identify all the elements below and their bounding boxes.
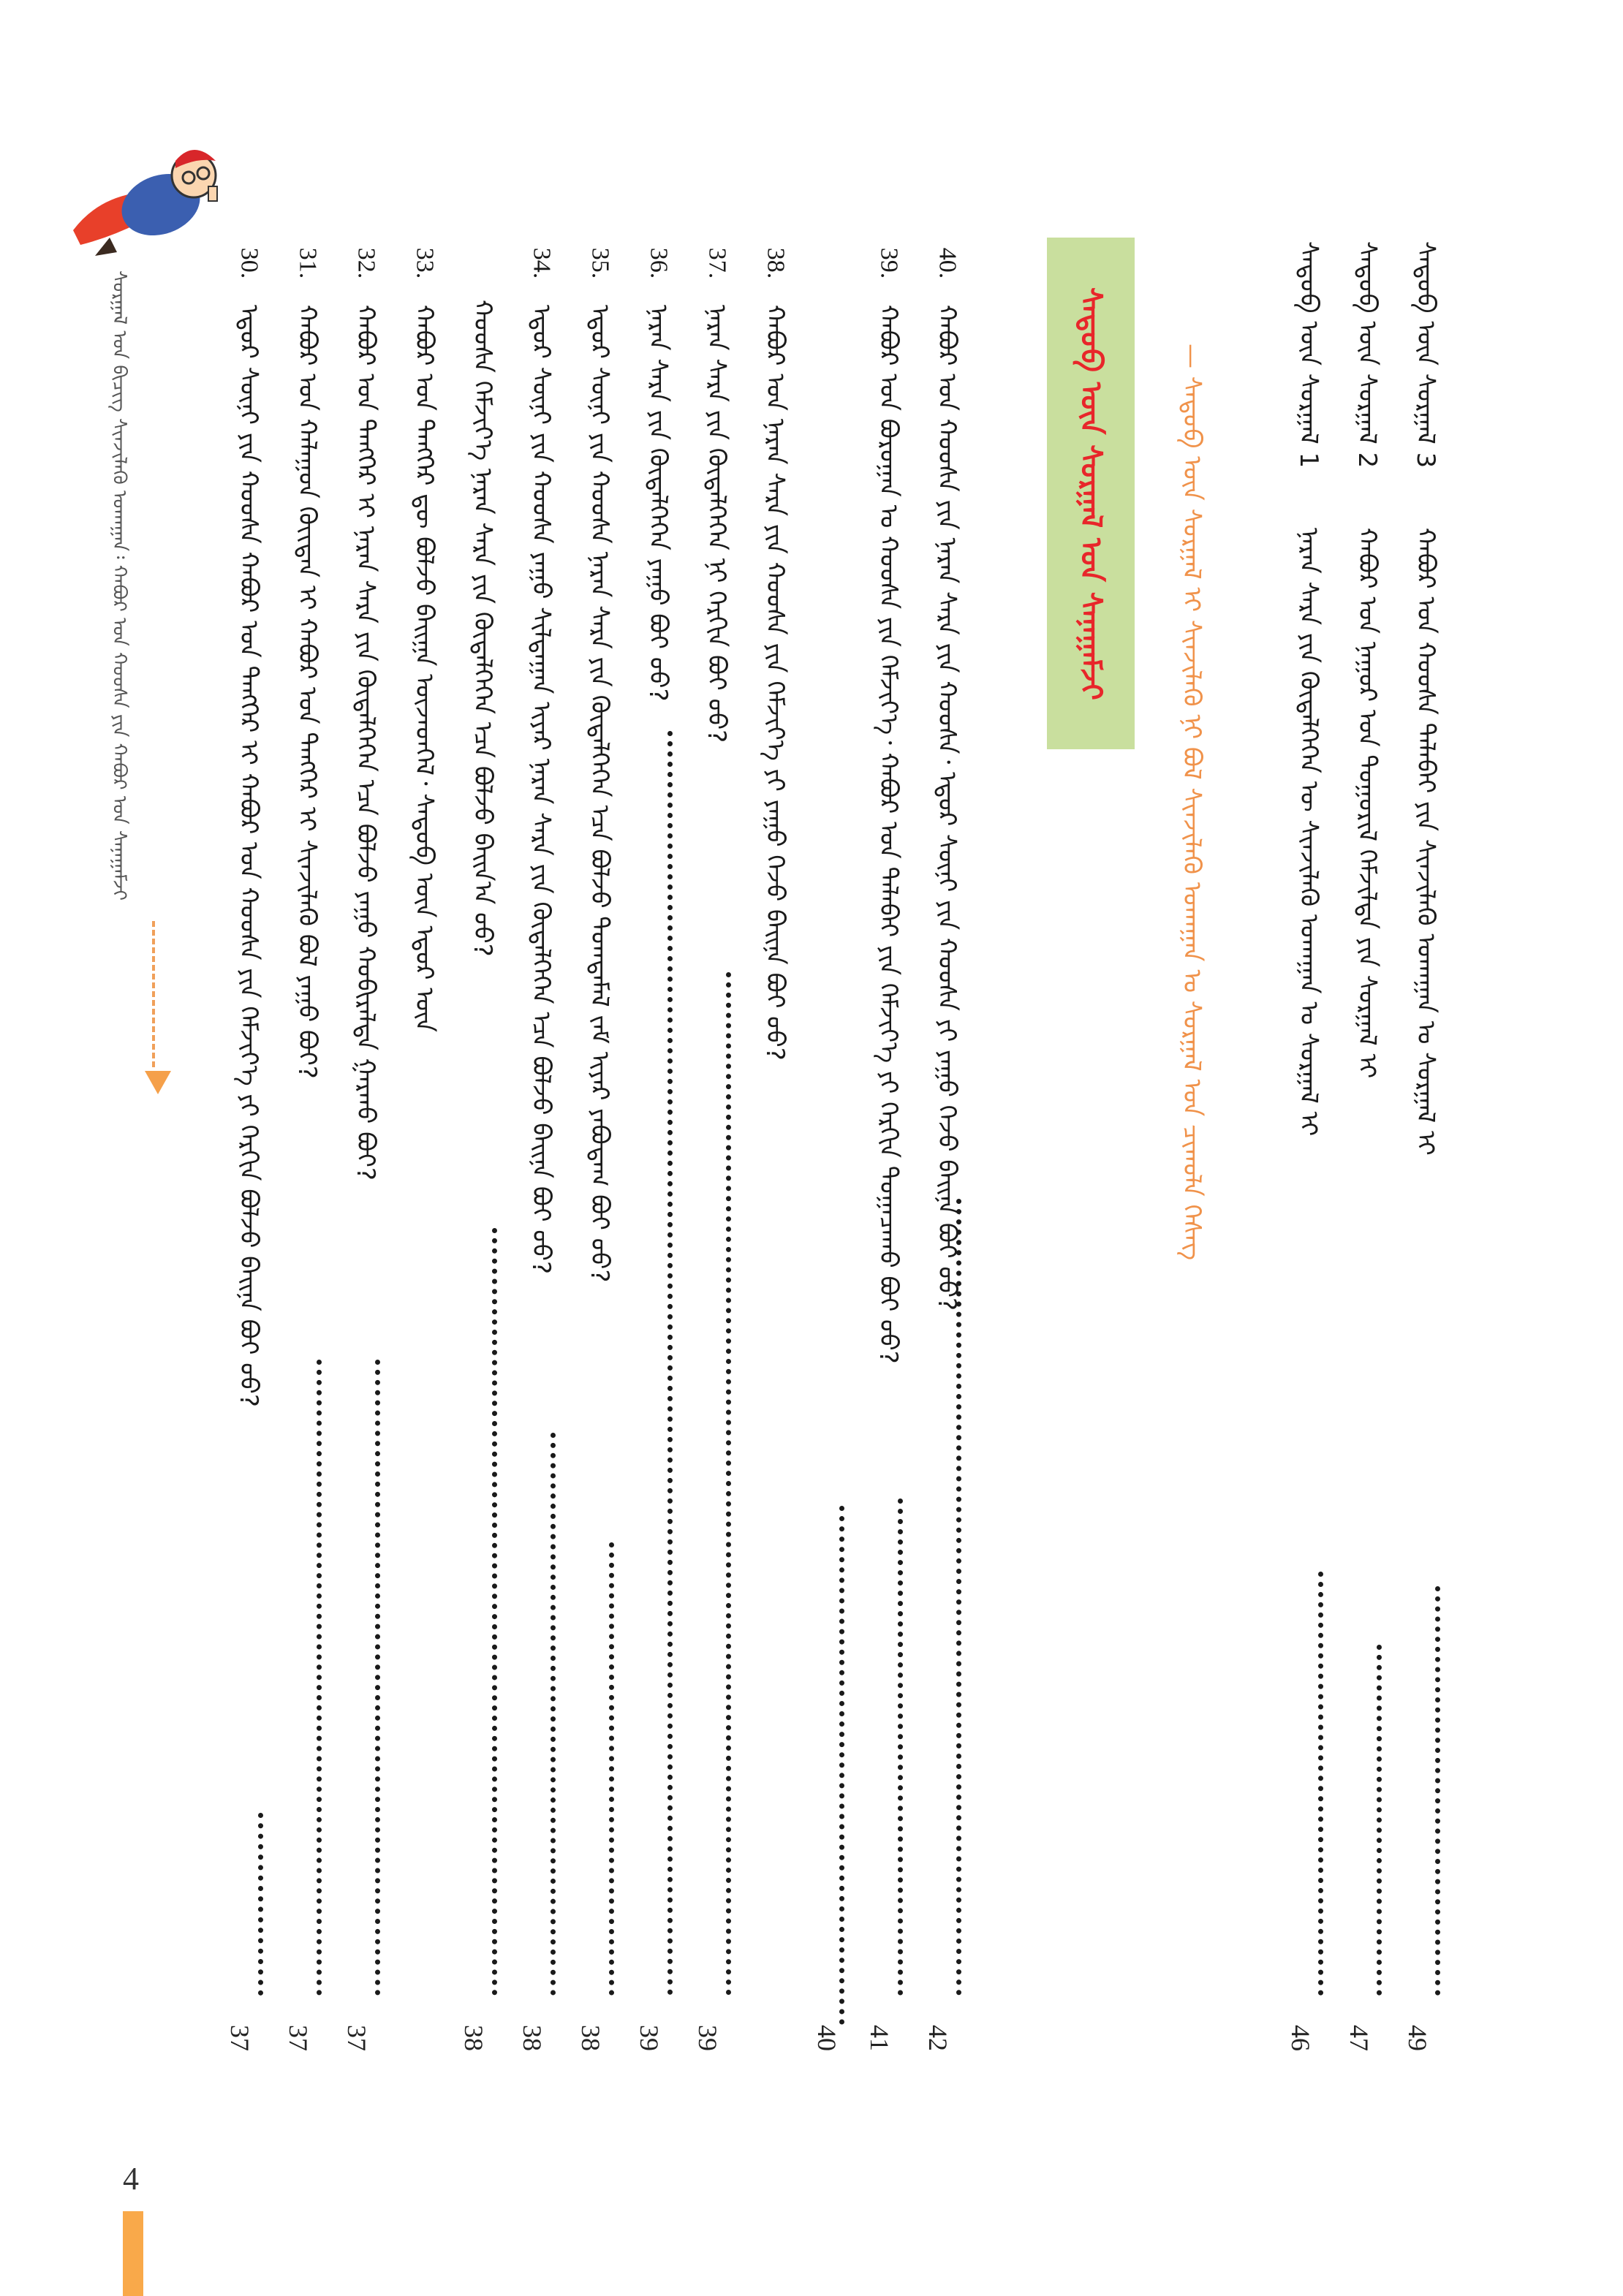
page-ref: 46: [1286, 2025, 1315, 2051]
question-number: 38.: [762, 247, 789, 279]
question-30: [227, 241, 270, 1407]
dot-leader: [1435, 1586, 1440, 1996]
page-ref: 49: [1403, 2025, 1432, 2051]
question-32: [344, 241, 387, 1181]
dot-leader: [1377, 1645, 1382, 1996]
top-entry-label: ᠰᠡᠳᠦᠪ ᠦᠨ ᠰᠤᠷᠭᠠᠯ 1: [1294, 241, 1323, 469]
question-39: [866, 241, 910, 1364]
dot-leader: [1318, 1572, 1323, 1996]
page-ref: 39: [693, 2025, 722, 2051]
page-ref: 38: [518, 2025, 547, 2051]
page-ref: 41: [865, 2025, 894, 2051]
top-entry-3: [1287, 241, 1331, 1136]
page-ref: 38: [576, 2025, 605, 2051]
dot-leader: [375, 1360, 380, 1996]
arrow-down-icon: [145, 1071, 171, 1094]
question-33: [402, 241, 446, 1032]
question-text: ᠡᠳᠦᠷ ᠰᠥᠨᠢ ᠶᠢᠨ ᠬᠣᠣᠰᠠ ᠬᠠᠪᠤᠷ ᠤᠨ ᠲᠡᠩᠭᠡᠷ ᠢ ᠬᠠᠪᠤᠷ ᠤᠨ ᠬᠣᠣᠰᠠ ᠶᠢᠨ ᠬᠡᠮᠵᠢᠶ᠎ᠡ ᠶᠢ ᠬᠡᠷᠬᠢᠨ ᠪᠣᠯᠵᠤ ᠪᠠᠢᠨᠠ ᠪᠣᠢ ᠤᠤ?: [234, 304, 263, 1407]
question-36: [636, 241, 680, 702]
page-ref: 42: [923, 2025, 953, 2051]
dot-leader: [726, 972, 731, 1996]
dot-leader: [667, 731, 673, 1996]
top-entry-label: ᠰᠡᠳᠦᠪ ᠦᠨ ᠰᠤᠷᠭᠠᠯ 3: [1411, 241, 1440, 469]
question-34: [519, 241, 563, 1274]
question-38: [753, 241, 797, 1061]
question-number: 30.: [235, 247, 262, 279]
top-entry-text: ᠬᠠᠪᠤᠷ ᠤᠨ ᠨᠠᠭᠤᠷ ᠤᠨ ᠲᠣᠭᠣᠷᠢᠯ ᠬᠡᠮᠵᠢᠯᠲᠡ ᠶᠢᠨ ᠰᠤᠷᠭᠠᠯ ᠢ: [1352, 527, 1382, 1079]
page-ref: 39: [635, 2025, 664, 2051]
question-number: 37.: [703, 247, 730, 279]
page-ref: 40: [812, 2025, 841, 2051]
dot-leader: [839, 1506, 844, 2025]
question-number: 39.: [875, 247, 902, 279]
question-text: ᠡᠳᠦᠷ ᠰᠥᠨᠢ ᠶᠢᠨ ᠬᠣᠣᠰᠠ ᠶᠠᠭᠤ ᠰᠢᠯᠲᠠᠭᠠᠨ ᠢᠶᠠᠷ ᠨᠠᠷᠠᠨ ᠰᠠᠷᠠ ᠶᠢᠨ ᠬᠥᠳᠡᠯᠭᠡᠭᠡᠨ ᠡᠴᠡ ᠪᠣᠯᠵᠤ ᠪᠠᠢᠨᠠ ᠪᠣᠢ ᠤᠤ?: [526, 304, 556, 1275]
top-entry-text: ᠨᠠᠷᠠᠨ ᠰᠠᠷᠠ ᠶᠢᠨ ᠬᠥᠳᠡᠯᠭᠡᠭᠡᠨ ᠦ ᠰᠢᠨᠵᠢᠯᠡᠬᠦ ᠤᠬᠠᠭᠠᠨ ᠤ ᠰᠤᠷᠭᠠᠯ ᠢ: [1294, 527, 1323, 1137]
question-number: 31.: [294, 247, 321, 279]
section-title-text: ᠰᠡᠳᠦᠪ ᠦᠨ ᠰᠤᠷᠭᠠᠯ ᠤᠨ ᠰᠠᠨᠠᠭᠠᠮᠵᠢ: [1074, 287, 1108, 700]
dot-leader: [492, 1228, 497, 1996]
question-number: 40.: [934, 247, 961, 279]
dot-leader: [317, 1360, 322, 1996]
dot-leader: [609, 1542, 614, 1996]
question-text: ᠨᠠᠷᠠᠨ ᠰᠠᠷᠠ ᠶᠢᠨ ᠬᠥᠳᠡᠯᠭᠡᠭᠡᠨ ᠨᠢ ᠬᠡᠷᠬᠢᠨ ᠪᠣᠢ ᠤᠤ?: [702, 304, 731, 743]
page-ref: 37: [342, 2025, 371, 2051]
orange-heading: — ᠰᠡᠳᠦᠪ ᠦᠨ ᠰᠤᠷᠭᠠᠯ ᠢ ᠰᠢᠨᠵᠢᠯᠡᠬᠦ ᠨᠢ ᠪᠣᠯ ᠰᠢᠨᠵᠢᠯᠡᠬᠦ ᠤᠬᠠᠭᠠᠨ ᠤ ᠰᠤᠷᠭᠠᠯ ᠤᠨ ᠴᠢᠬᠤᠯᠠ ᠬᠡᠰᠡᠭ: [1177, 344, 1206, 1261]
dot-leader: [956, 1199, 961, 1996]
top-entry-label: ᠰᠡᠳᠦᠪ ᠦᠨ ᠰᠤᠷᠭᠠᠯ 2: [1352, 241, 1382, 469]
page-ref: 47: [1344, 2025, 1374, 2051]
question-40: [925, 241, 969, 1311]
page-ref: 37: [225, 2025, 254, 2051]
footer-text: ᠰᠤᠷᠭᠠᠯ ᠤᠨ ᠪᠢᠴᠢᠭ ᠰᠢᠨᠵᠢᠯᠡᠬᠦ ᠤᠬᠠᠭᠠᠨ᠄ ᠬᠠᠪᠤᠷ ᠤᠨ ᠬᠣᠣᠰᠠ ᠶᠢᠨ ᠬᠠᠪᠤᠷ ᠤᠨ ᠰᠠᠨᠠᠭᠠᠮᠵᠢ: [108, 270, 130, 901]
question-text: ᠬᠠᠪᠤᠷ ᠤᠨ ᠬᠣᠣᠰᠠ ᠶᠢᠨ ᠨᠠᠷᠠᠨ ᠰᠠᠷᠠ ᠶᠢᠨ ᠬᠣᠣᠰᠠ᠂ ᠡᠳᠦᠷ ᠰᠥᠨᠢ ᠶᠢᠨ ᠬᠣᠣᠰᠠ ᠶᠢ ᠶᠠᠭᠤ ᠭᠡᠵᠦ ᠪᠠᠢᠨᠠ ᠪᠣᠢ ᠤᠤ?: [932, 304, 961, 1311]
question-text: ᠨᠠᠷᠠᠨ ᠰᠠᠷᠠ ᠶᠢᠨ ᠬᠥᠳᠡᠯᠭᠡᠭᠡᠨ ᠶᠠᠭᠤ ᠪᠣᠢ ᠤᠤ?: [643, 304, 673, 702]
question-34-cont: [461, 300, 504, 957]
question-text: ᠡᠳᠦᠷ ᠰᠥᠨᠢ ᠶᠢᠨ ᠬᠣᠣᠰᠠ ᠨᠠᠷᠠᠨ ᠰᠠᠷᠠ ᠶᠢᠨ ᠬᠥᠳᠡᠯᠭᠡᠭᠡᠨ ᠡᠴᠡ ᠪᠣᠯᠵᠤ ᠲᠣᠭᠲᠠᠮᠠᠯ ᠵᠠᠮ ᠢᠶᠠᠷ ᠶᠠᠪᠤᠳᠠᠭ ᠪᠣᠢ ᠤᠤ?: [585, 304, 614, 1283]
question-text: ᠬᠠᠪᠤᠷ ᠤᠨ ᠬᠠᠯᠠᠭᠤᠨ ᠬᠦᠢᠲᠡᠨ ᠢ ᠬᠠᠪᠤᠷ ᠤᠨ ᠲᠡᠩᠭᠡᠷ ᠢ ᠰᠢᠨᠵᠢᠯᠡᠬᠦ ᠪᠣᠯ ᠶᠠᠭᠤ ᠪᠣᠢ?: [292, 304, 322, 1079]
question-number: 33.: [411, 247, 438, 279]
question-text: ᠬᠠᠪᠤᠷ ᠤᠨ ᠨᠠᠷᠠᠨ ᠰᠠᠷᠠ ᠶᠢᠨ ᠬᠣᠣᠰᠠ ᠶᠢᠨ ᠬᠡᠮᠵᠢᠶ᠎ᠡ ᠶᠢ ᠶᠠᠭᠤ ᠭᠡᠵᠦ ᠪᠠᠢᠨᠠ ᠪᠣᠢ ᠤᠤ?: [760, 304, 790, 1061]
dot-leader: [551, 1433, 556, 1996]
cartoon-boy-mascot-icon: [66, 135, 219, 263]
question-35: [578, 241, 621, 1282]
question-37: [695, 241, 738, 743]
question-text: ᠬᠠᠪᠤᠷ ᠤᠨ ᠲᠡᠩᠭᠡᠷ ᠳᠦ ᠪᠣᠯᠵᠤ ᠪᠠᠢᠭᠠ ᠦᠵᠡᠳᠭᠡᠯ᠂ ᠰᠡᠳᠦᠪ ᠦᠨ ᠡᠳᠦᠷ ᠦᠨ: [409, 304, 439, 1032]
top-entry-text: ᠬᠠᠪᠤᠷ ᠤᠨ ᠬᠣᠣᠰᠠ ᠲᠠᠯᠠᠪᠠᠢ ᠶᠢᠨ ᠰᠢᠨᠵᠢᠯᠡᠬᠦ ᠤᠬᠠᠭᠠᠨ ᠤ ᠰᠤᠷᠭᠠᠯ ᠢ: [1411, 527, 1440, 1156]
top-entry-2: [1345, 241, 1389, 1078]
question-31: [285, 241, 329, 1079]
question-text: ᠬᠠᠪᠤᠷ ᠤᠨ ᠪᠣᠷᠣᠭᠠᠨ ᠤ ᠬᠣᠣᠰᠠ ᠶᠢᠨ ᠬᠡᠮᠵᠢᠶ᠎ᠡ᠂ ᠬᠠᠪᠤᠷ ᠤᠨ ᠲᠠᠯᠠᠪᠠᠢ ᠶᠢᠨ ᠬᠡᠮᠵᠢᠶ᠎ᠡ ᠶᠢ ᠬᠡᠷᠬᠢᠨ ᠲᠣᠭᠠᠴᠠᠬᠤ ᠪᠣᠢ ᠤᠤ?: [874, 304, 903, 1364]
question-number: 35.: [586, 247, 613, 279]
side-bar: [123, 2211, 143, 2296]
page-ref: 37: [284, 2025, 313, 2051]
question-text: ᠬᠣᠣᠰᠠ ᠬᠡᠮᠵᠢᠶ᠎ᠡ ᠨᠠᠷᠠᠨ ᠰᠠᠷᠠ ᠶᠢᠨ ᠬᠥᠳᠡᠯᠭᠡᠭᠡᠨ ᠡᠴᠡ ᠪᠣᠯᠵᠤ ᠪᠠᠢᠨ᠎ᠠ ᠤᠤ?: [468, 300, 497, 957]
question-number: 34.: [528, 247, 555, 279]
question-text: ᠬᠠᠪᠤᠷ ᠤᠨ ᠲᠡᠩᠭᠡᠷ ᠢ ᠨᠠᠷᠠᠨ ᠰᠠᠷᠠ ᠶᠢᠨ ᠬᠥᠳᠡᠯᠭᠡᠭᠡᠨ ᠡᠴᠡ ᠪᠣᠯᠵᠤ ᠶᠠᠭᠤ ᠬᠤᠪᠢᠷᠠᠯᠲᠠ ᠭᠠᠷᠬᠤ ᠪᠣᠢ?: [351, 304, 380, 1181]
dot-leader: [898, 1499, 903, 1996]
question-number: 32.: [352, 247, 379, 279]
page-ref: 38: [459, 2025, 488, 2051]
section-title: [1047, 238, 1135, 749]
top-entry-1: [1404, 241, 1448, 1156]
page-number: 4: [123, 2161, 139, 2197]
dot-leader: [258, 1813, 263, 1996]
question-number: 36.: [645, 247, 672, 279]
footer-dashed-line: [152, 921, 155, 1067]
